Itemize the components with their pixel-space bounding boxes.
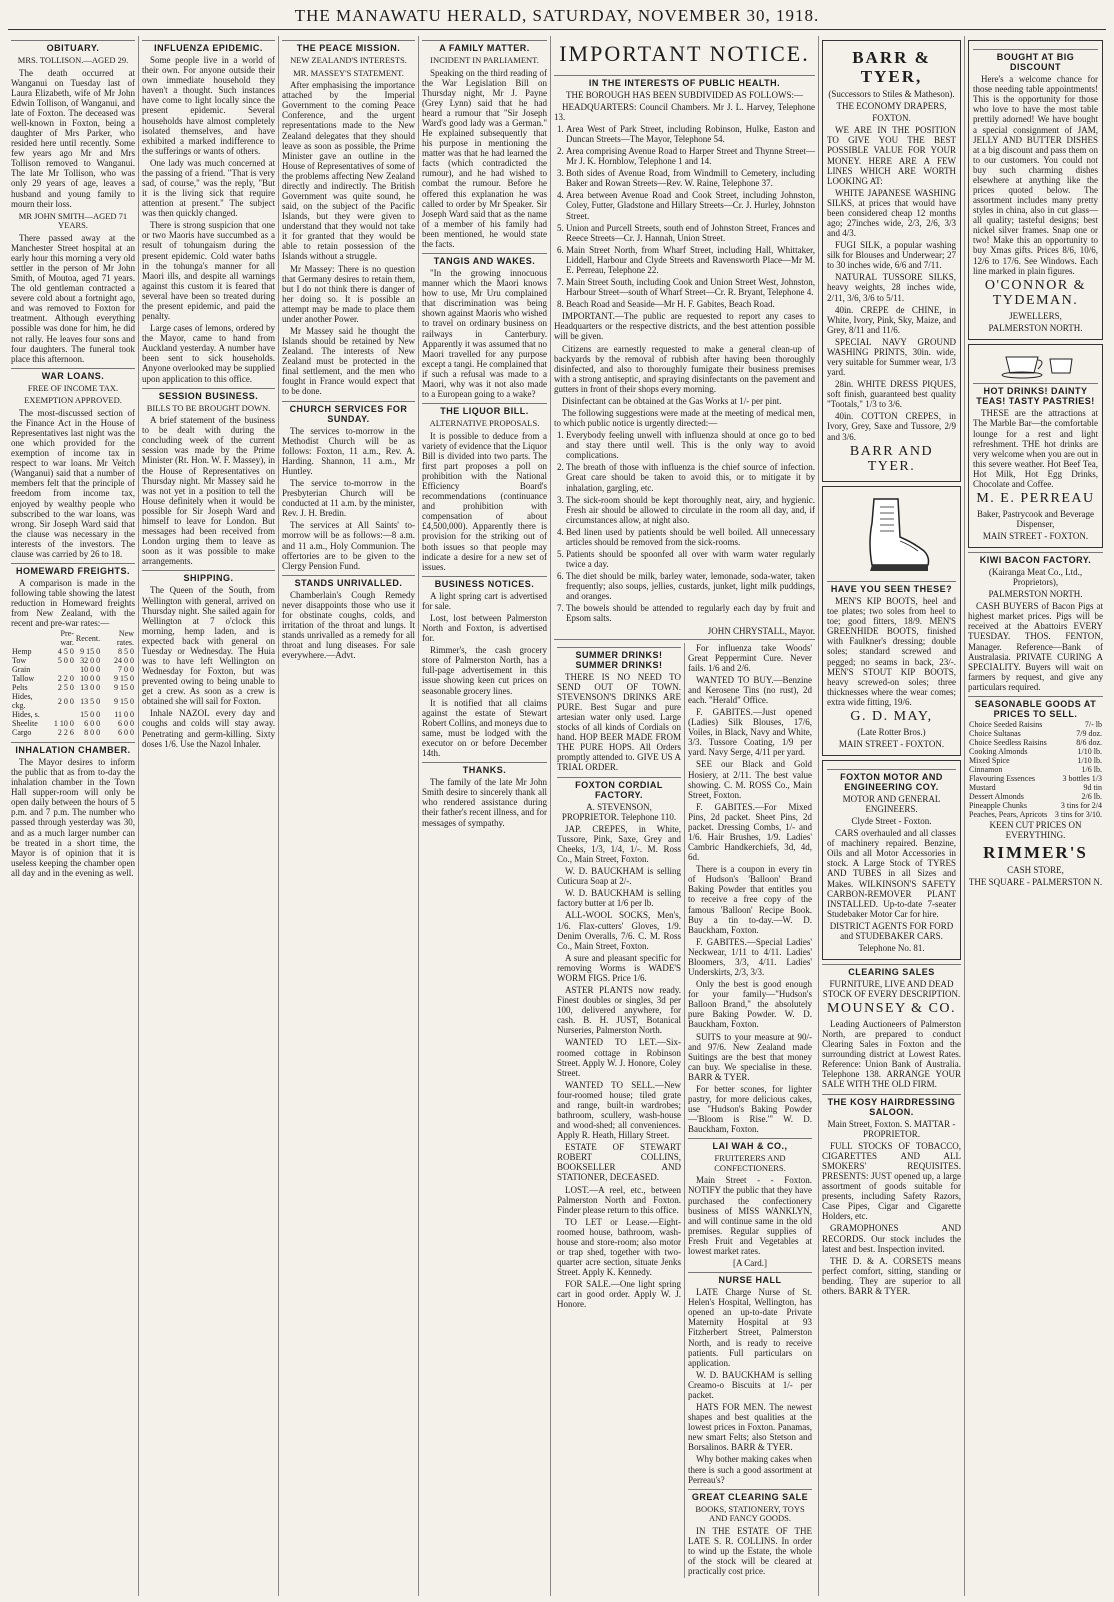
teas-heading: HOT DRINKS! DAINTY TEAS! TASTY PASTRIES! bbox=[973, 383, 1098, 406]
kiwi-address: PALMERSTON NORTH. bbox=[988, 589, 1083, 600]
liquor-article: It is possible to deduce from a variety of evidence that the Liquor Bill is divided into two parts. The first part proposes a poll on prohibition with the National Efficiency Board's recommendations (continuance and prohibition with compensation of about £4,500,000). Apparently there is provision for the striking out of both issues so that people may indicate a desire for a new set of issues. bbox=[422, 430, 547, 572]
influenza-paragraph: Some people live in a world of their own. For anyone outside their own immediate household they haven't a thought. Such instances have come to light locally since the present epidemic. Several households have almost completely isolated themselves, and have exhibited a marked indifference to the sufferings or wants of others. bbox=[142, 55, 275, 156]
freights-header-row bbox=[11, 630, 135, 648]
tangis-heading: TANGIS AND WAKES. bbox=[422, 253, 547, 266]
teas-ad bbox=[968, 344, 1103, 548]
classified-ad: SEE our Black and Gold Hosiery, at 2/11. The best value showing. C. M. ROSS Co., Main Street, Foxton. bbox=[688, 759, 812, 800]
thanks-heading: THANKS. bbox=[422, 762, 547, 775]
list-item: 7. The bowels should be attended to regularly each day by fruit and Epsom salts. bbox=[566, 603, 815, 623]
table-cell: Flavouring Essences bbox=[969, 773, 1035, 783]
table-cell: Mustard bbox=[969, 782, 996, 792]
barr-tyer-footer: BARR AND TYER. bbox=[849, 443, 934, 475]
classified-ad: WANTED TO SELL.—New four-roomed house; tiled grate and range, built-in wardrobes; bathroom, scullery, wash-house and wood-shed; all conveniences. Apply R. Heath, Hillary Street. bbox=[557, 1079, 681, 1141]
nazol-ad: Inhale NAZOL every day and coughs and colds will stay away. Penetrating and germ-killing. Sixty doses 1/6. Use the Nazol Inhaler. bbox=[142, 708, 275, 749]
business-paragraph: It is notified that all claims against the estate of Stewart Robert Collins, and moneys due to same, must be lodged with the executor on or before December 14th. bbox=[422, 697, 547, 759]
shoes-text: MEN'S KIP BOOTS, heel and toe plates; two soles from heel to toe; good fitters, 18/9. MEN'S GREENHIDE BOOTS, finished with Faulkner's dressing; double soles; standard screwed and pegged; no seams in back, 23/-. MEN'S STOUT KIP BOOTS, heavy screwed-on soles; three thicknesses where the wear comes; extra wide fitting, 19/6. bbox=[827, 596, 956, 707]
peace-subheading-2: MR. MASSEY'S STATEMENT. bbox=[293, 67, 404, 78]
classified-ad: For better scones, for lighter pastry, for more delicious cakes, use "Hudson's Baking Powder—'Bloom is Rise.'" W. D. Bauckham, Foxton. bbox=[688, 1083, 812, 1135]
list-item: 3. The sick-room should be kept thoroughly neat, airy, and hygienic. Fresh air should be allowed to circulate in the room all day, and, if circumstances allow, at night also. bbox=[566, 495, 815, 525]
barr-tyer-ad bbox=[822, 40, 961, 482]
motor-heading: FOXTON MOTOR AND ENGINEERING COY. bbox=[827, 769, 956, 792]
divider bbox=[554, 639, 815, 640]
classified-ad: FOR SALE.—One light spring cart in good order. Apply W. J. Honore. bbox=[557, 1279, 681, 1310]
column-5 bbox=[550, 36, 818, 1596]
influenza-paragraph: One lady was much concerned at the passing of a friend. "That is very sad, of course," was the reply, "But it is the living sick that require attention at present." The subject was then quickly changed. bbox=[142, 157, 275, 219]
table-cell: Hides, ckg. bbox=[12, 692, 33, 711]
column-1 bbox=[8, 36, 138, 1596]
classified-ad: F. GABITES.—Just opened (Ladies) Silk Blouses, 17/6, Voiles, in Black, Navy and White, 3/3. Tussore Coating, 1/9 per yard. Navy Serge, 4/11 per yard. bbox=[688, 707, 812, 758]
influenza-heading: INFLUENZA EPIDEMIC. bbox=[142, 40, 275, 53]
barr-tyer-name: BARR & TYER, bbox=[852, 48, 931, 87]
classified-ad: ESTATE OF STEWART ROBERT COLLINS, BOOKSELLER AND STATIONER, DECEASED. bbox=[557, 1142, 681, 1183]
chamber-article: The Mayor desires to inform the public that as from to-day the inhalation chamber in the Town Hall supper-room will only be open daily between the hours of 5 p.m. and 7 p.m. The number who passed through yesterday was 30, and as a much larger number can be treated in a short time, the Mayor is of opinion that it is useless keeping the chamber open all day and in the evening as well. bbox=[11, 757, 135, 878]
table-cell: 1/10 lb. bbox=[1077, 746, 1102, 756]
classified-ad: W. D. BAUCKHAM is selling factory butter at 1/6 per lb. bbox=[557, 888, 681, 909]
list-item: WHITE JAPANESE WASHING SILKS, at prices that would have been considered cheap 12 months ago; 27inches wide, 2/3, 2/6, 3/3 and 4/3. bbox=[827, 187, 956, 239]
barr-tyer-tagline: THE ECONOMY DRAPERS, bbox=[836, 101, 947, 112]
list-item: 6. Main Street North, from Wharf Street, including Hall, Whittaker, Liddell, Harbour and Clyde Streets and Ravensworth Place—Mr M. E. Perreau, Telephone 22. bbox=[566, 245, 815, 275]
table-cell: Mixed Spice bbox=[969, 755, 1010, 765]
nurse-ad: LATE Charge Nurse of St. Helen's Hospital, Wellington, has opened an up-to-date Private Maternity Hospital at 93 Fitzherbert Street, Palmerston North, and is ready to receive patients. Full particulars on application. bbox=[688, 1287, 812, 1368]
classified-ad: HATS FOR MEN. The newest shapes and best qualities at the lowest prices in Foxton. Panamas, new smart Felts; also Stetson and Borsalinos. BARR & TYER. bbox=[688, 1402, 812, 1453]
table-cell: Grain bbox=[12, 665, 31, 675]
classified-ad: F. GABITES.—Special Ladies' Neckwear, 1/11 to 4/11. Ladies' Bloomers, 3/3, 4/11. Ladies' Underskirts, 2/3, 3/3. bbox=[688, 936, 812, 978]
kiwi-text: CASH BUYERS of Bacon Pigs at highest market prices. Pigs will be received at the Abattoirs EVERY TUESDAY. THOS. FENTON, Manager. Reference—Bank of Australasia. PRIVATE CURING A SPECIALITY. Buyers will wait on farmers by request, and give any particulars required. bbox=[968, 601, 1103, 692]
table-cell: 1 10 0 bbox=[53, 719, 74, 729]
peace-paragraph: Mr Massey: There is no question that Germany desires to retain them, but I do not think there is danger of her doing so. It is possible an attempt may be made to place them under another Power. bbox=[282, 263, 415, 324]
kosy-address: Main Street, Foxton. S. MATTAR - PROPRIETOR. bbox=[827, 1118, 956, 1139]
discount-heading: BOUGHT AT BIG DISCOUNT bbox=[973, 49, 1098, 72]
classified-ad: SUITS to your measure at 90/- and 97/6. New Zealand made Suitings are the best that money can buy. We specialise in these. BARR & TYER. bbox=[688, 1031, 812, 1082]
freights-intro: A comparison is made in the following table showing the latest reduction in Homeward freights from New Zealand, with the recent and pre-war rates:— bbox=[11, 578, 135, 629]
smith-heading: MR JOHN SMITH—AGED 71 YEARS. bbox=[18, 210, 128, 231]
table-cell: 10 0 0 bbox=[80, 674, 101, 684]
disinfectant-paragraph: Disinfectant can be obtained at the Gas Works at 1/- per pint. bbox=[562, 395, 782, 406]
suggestions-list bbox=[554, 430, 815, 623]
peace-heading: THE PEACE MISSION. bbox=[282, 40, 415, 53]
important-notice-title: IMPORTANT NOTICE. bbox=[559, 41, 810, 66]
table-cell: 1/6 lb. bbox=[1081, 764, 1102, 774]
business-paragraph: Rimmer's, the cash grocery store of Palmerston North, has a full-page advertisement in this issue showing keen cut prices on seasonable grocery lines. bbox=[422, 645, 547, 696]
table-cell: 13 0 0 bbox=[80, 683, 101, 693]
may-boots-ad bbox=[822, 486, 961, 756]
table-cell: Pineapple Chunks bbox=[969, 800, 1027, 810]
table-cell: 5 0 0 bbox=[57, 656, 74, 666]
nurse-card-label: [A Card.] bbox=[733, 1258, 767, 1269]
clearing-sale-heading: GREAT CLEARING SALE bbox=[688, 1489, 812, 1502]
summer-drinks-heading: SUMMER DRINKS! SUMMER DRINKS! bbox=[557, 647, 681, 670]
motor-address: Clyde Street - Foxton. bbox=[851, 816, 932, 827]
table-cell: Cargo bbox=[12, 727, 32, 737]
freights-header-cell: New rates. bbox=[116, 629, 134, 648]
rimmer-address: THE SQUARE - PALMERSTON N. bbox=[968, 876, 1103, 887]
list-item: 1. Area West of Park Street, including Robinson, Hulke, Easton and Duncan Streets—The Mayor, Telephone 54. bbox=[566, 124, 815, 144]
session-article: A brief statement of the business to be dealt with during the concluding week of the current session was made by the Prime Minister (Rt. Hon. W. F. Massey), in the House of Representatives on Thursday night. Mr Massey said he was not yet in a position to tell the House definitely when it would be possible for Sir Joseph Ward and himself to leave for London. But messages had been received from London urging them to leave as soon as it was possible to make arrangements. bbox=[142, 415, 275, 567]
classified-ad: WANTED TO LET.—Six-roomed cottage in Robinson Street. Apply W. J. Honore, Coley Street. bbox=[557, 1037, 681, 1078]
church-paragraph: The services to-morrow in the Methodist Church will be as follows: Foxton, 11 a.m., Rev. A. Harding. Shannon, 11 a.m., Mr Huntley. bbox=[282, 425, 415, 476]
classified-ad: F. GABITES.—For Mixed Pins, 2d packet. Sheet Pins, 2d packet. Dressing Combs, 1/- and 1/6. Hair Brushes, 1/9. Ladies' Cambric Handkerchiefs, 3d, 4d, 6d. bbox=[688, 801, 812, 863]
freights-header-cell bbox=[11, 630, 48, 648]
cordial-heading: FOXTON CORDIAL FACTORY. bbox=[557, 777, 681, 800]
motor-telephone: Telephone No. 81. bbox=[858, 943, 925, 953]
public-health-heading: IN THE INTERESTS OF PUBLIC HEALTH. bbox=[554, 75, 815, 88]
list-item: 5. Patients should be spoonfed all over with warm water regularly twice a day. bbox=[566, 549, 815, 569]
table-cell: 3 tins for 3/10. bbox=[1054, 809, 1102, 819]
classified-ad: ASTER PLANTS now ready. Finest doubles or singles, 3d per 100, delivered anywhere, for cash. B. H. JUST, Botanical Nurseries, Palmerston North. bbox=[557, 985, 681, 1036]
freights-header-cell: Pre-war. bbox=[60, 629, 74, 648]
oconnor-address: PALMERSTON NORTH. bbox=[988, 323, 1083, 334]
business-paragraph: A light spring cart is advertised for sale. bbox=[422, 590, 547, 611]
table-cell: 7/9 doz. bbox=[1076, 729, 1102, 739]
oconnor-subtitle: JEWELLERS, bbox=[1009, 311, 1062, 322]
motor-ad bbox=[822, 760, 961, 960]
table-cell: 2/6 lb. bbox=[1081, 791, 1102, 801]
classified-ad: JAP. CREPES, in White, Tussore, Pink, Saxe, Grey and Cheeks, 1/3, 1/4, 1/-. M. Ross Co., Main Street, Foxton. bbox=[557, 823, 681, 865]
table-cell: Dessert Almonds bbox=[969, 791, 1024, 801]
war-loans-article: The most-discussed section of the Finance Act in the House of Representatives last night was the one which provided for the exemption of income tax in respect to war loans. Mr Veitch (Wanganui) said that a number of members felt that the principle of freedom from income tax, enjoyed by wealthy people who subscribed to the war loans, was wrong. Sir Joseph Ward said that the clause was necessary in the interests of the investors. The clause was carried by 26 to 18. bbox=[11, 407, 135, 559]
classified-ad: TO LET or Lease.—Eight-roomed house, bathroom, wash-house and store-room; also motor or trap shed, together with two-quarter acre section, situate Jenks Street. Apply K. Kennedy. bbox=[557, 1216, 681, 1278]
small-ads-right bbox=[684, 643, 815, 1579]
list-item: SPECIAL NAVY GROUND WASHING PRINTS, 30in. wide, very suitable for Summer wear, 1/3 yard. bbox=[827, 336, 956, 378]
table-row bbox=[11, 693, 135, 711]
table-cell: 9 15 0 bbox=[80, 647, 101, 657]
freights-table bbox=[11, 630, 135, 737]
table-cell: 2 5 0 bbox=[57, 683, 74, 693]
family-heading: A FAMILY MATTER. bbox=[422, 40, 547, 53]
headquarters-line: HEADQUARTERS: Council Chambers. Mr J. L. Harvey, Telephone 13. bbox=[554, 101, 815, 122]
shipping-article: The Queen of the South, from Wellington with general, arrived on Thursday night. She sailed again for Wellington at 7 o'clock this morning, hemp laden, and is expected back with general on Tuesday or Wednesday. The Huia was to have left Wellington on Wednesday for Foxton, but was prevented owing to being unable to get a crew. As soon as a crew is obtained she will sail for Foxton. bbox=[142, 585, 275, 707]
teas-text: THESE are the attractions at The Marble Bar—the comfortable lounge for a rest and light refreshment. THE hot drinks are very welcome when you are out in this severe weather. Hot Beef Tea, Hot Milk, Hot Egg Drinks, Chocolate and Coffee. bbox=[973, 408, 1098, 489]
list-item: 4. Area between Avenue Road and Cook Street, including Johnston, Coley, Futter, Gladstone and Hillary Streets—Cr. J. Hurley, Johnston Street. bbox=[566, 190, 815, 220]
table-cell: 2 0 0 bbox=[57, 696, 74, 706]
business-heading: BUSINESS NOTICES. bbox=[422, 576, 547, 589]
corsets-ad: THE D. & A. CORSETS means perfect comfort, sitting, standing or bending. They are superior to all others. BARR & TYER. bbox=[822, 1255, 961, 1296]
table-cell: Hemp bbox=[12, 647, 32, 657]
peace-paragraph: After emphasising the importance attached by the Imperial Government to the coming Peace Conference, and the urgent representations made to the New Zealand delegates that they should leave as soon as possible, the Prime Minister gave an outline in the House of Representatives of some of the problems affecting New Zealand directly and indirectly. The British Government was quite sound, he said, on the subject of the Pacific Islands, but they were given to understand that they would not take it for granted that they would be able to retain possession of the Islands without a struggle. bbox=[282, 80, 415, 262]
small-ads-area bbox=[554, 643, 815, 1579]
table-cell: 9 15 0 bbox=[114, 674, 134, 684]
freights-heading: HOMEWARD FREIGHTS. bbox=[11, 563, 135, 576]
table-cell: Choice Sultanas bbox=[969, 729, 1021, 739]
list-item: 5. Union and Purcell Streets, south end of Johnston Street, Frances and Reece Streets—Cr. J. Hannah, Union Street. bbox=[566, 223, 815, 243]
columns bbox=[8, 36, 1106, 1596]
citizens-paragraph: Citizens are earnestly requested to make a general clean-up of backyards by the removal of rubbish after having been thoroughly disinfected, and also to thoroughly fumigate their business premises with a strong antiseptic, and spraying disinfectants on the pavement and gutters in front of their shops every morning. bbox=[554, 343, 815, 394]
table-cell: 11 0 0 bbox=[114, 710, 134, 720]
table-cell: 2 2 6 bbox=[57, 727, 74, 737]
list-item: NATURAL TUSSORE SILKS, heavy weights, 28 inches wide, 2/11, 3/6, 3/6 to 5/11. bbox=[827, 272, 956, 303]
list-item: 3. Both sides of Avenue Road, from Windmill to Cemetery, including Baker and Rowan Streets—Rev. W. Raine, Telephone 37. bbox=[566, 168, 815, 188]
tollison-heading: MRS. TOLLISON.—AGED 29. bbox=[17, 55, 129, 66]
discount-ad bbox=[968, 40, 1103, 340]
stands-heading: STANDS UNRIVALLED. bbox=[282, 575, 415, 588]
table-cell: Peaches, Pears, Apricots bbox=[969, 809, 1048, 819]
table-cell: 10 0 0 bbox=[80, 665, 101, 675]
influenza-paragraph: Large cases of lemons, ordered by the Mayor, came to hand from Auckland yesterday. A number have been sent to sick households. Anyone overlooked may be supplied upon application to this office. bbox=[142, 323, 275, 384]
classified-ad: A sure and pleasant specific for removing Worms is WADE'S WORM FIGS. Price 1/6. bbox=[557, 952, 681, 983]
mounsey-clearing-heading: CLEARING SALES bbox=[822, 964, 961, 977]
table-cell: 13 5 0 bbox=[80, 696, 101, 706]
table-cell: 15 0 0 bbox=[80, 710, 101, 720]
influenza-paragraph: There is strong suspicion that one or two Maoris have succumbed as a result of tohungaism during the present epidemic. Cold water baths in the tohunga's manner for all Maori ills, and despite all warnings against this custom it is feared that several have been so treated during the present epidemic, and paid the penalty. bbox=[142, 220, 275, 322]
classified-ad: Only the best is good enough for your family—"Hudson's Balloon Brand," the absolutely pure Baking Powder. W. D. Bauckham, Foxton. bbox=[688, 979, 812, 1030]
table-row bbox=[11, 729, 135, 738]
oconnor-name: O'CONNOR & TYDEMAN. bbox=[984, 277, 1087, 309]
table-cell: 6 0 0 bbox=[118, 719, 134, 729]
table-cell: Tallow bbox=[12, 674, 35, 684]
perreau-subtitle: Baker, Pastrycook and Beverage Dispenser, bbox=[976, 508, 1095, 529]
table-cell: 3 tins for 2/4 bbox=[1060, 800, 1102, 810]
list-item: 40in. COTTON CREPES, in Ivory, Grey, Saxe and Tussore, 2/9 and 3/6. bbox=[827, 411, 956, 442]
list-item: 2. The breath of those with influenza is the chief source of infection. Great care should be taken to avoid this, or to mitigate it by inhalation, gargling, etc. bbox=[566, 462, 815, 492]
nurse-heading: NURSE HALL bbox=[688, 1272, 812, 1285]
perreau-name: M. E. PERREAU bbox=[976, 491, 1095, 506]
church-paragraph: The service to-morrow in the Presbyterian Church will be conducted at 11 a.m. by the minister, Rev. J. H. Bredin. bbox=[282, 478, 415, 519]
peace-subheading: NEW ZEALAND'S INTERESTS. bbox=[290, 55, 407, 66]
thanks-paragraph: The family of the late Mr John Smith desire to sincerely thank all who rendered assistance during their father's recent illness, and for messages of sympathy. bbox=[422, 777, 547, 828]
session-subheading: BILLS TO BE BROUGHT DOWN. bbox=[146, 402, 271, 413]
war-loans-heading: WAR LOANS. bbox=[11, 368, 135, 381]
table-cell: 9 15 0 bbox=[114, 683, 134, 693]
lai-wah-ad: Main Street - - Foxton. NOTIFY the public that they have purchased the confectionery business of MISS WANKLYN, and will continue same in the old premises. Regular supplies of Fresh Fruit and Vegetables at lowest market rates. bbox=[688, 1175, 812, 1256]
boot-illustration bbox=[852, 493, 932, 577]
barr-tyer-town: FOXTON. bbox=[872, 113, 911, 124]
column-6 bbox=[818, 36, 964, 1596]
seasonable-table bbox=[968, 721, 1103, 819]
list-item: 7. Main Street South, including Cook and Union Street West, Johnston, Harbour Street—south of Wharf Street—Cr. R. Bryant, Telephone 4. bbox=[566, 277, 815, 297]
summer-drinks-ad: THERE IS NO NEED TO SEND OUT OF TOWN. STEVENSON'S DRINKS ARE PURE. Best Sugar and pure artesian water only used. Large stocks of all kinds of Cordials on hand. HOP BEER MADE FROM THE PURE HOPS. All Orders promptly attended to. GIVE US A TRIAL ORDER. bbox=[557, 671, 681, 773]
column-7 bbox=[964, 36, 1106, 1596]
may-address: MAIN STREET - FOXTON. bbox=[838, 738, 945, 749]
important-paragraph: IMPORTANT.—The public are requested to report any cases to Headquarters or the respective districts, and the best attention possible will be given. bbox=[554, 311, 815, 342]
tangis-article: "In the growing innocuous manner which the Maori knows how to use, Mr Uru complained that discrimination was being shown against Maoris who wished to travel on ordinary business on railways in Canterbury. Apparently it was assumed that no Maori travelled for any purpose except a tangi. He complained that if such a refusal was made to a Maori, why was it not also made to a European going to a wake? bbox=[422, 268, 547, 400]
list-item: 4. Bed linen used by patients should be well boiled. All unnecessary articles should be removed from the sick-rooms. bbox=[566, 527, 815, 547]
lai-wah-heading: LAI WAH & CO., bbox=[688, 1138, 812, 1151]
classified-ad: There is a coupon in every tin of Hudson's 'Balloon' Brand Baking Powder that entitles you to receive a free copy of the famous 'Balloon' Recipe Book. Buy a tin to-day.—W. D. Bauckham, Foxton. bbox=[688, 864, 812, 935]
mounsey-name: MOUNSEY & CO. bbox=[826, 1001, 957, 1017]
mayor-signature: JOHN CHRYSTALL, Mayor. bbox=[707, 625, 815, 636]
classified-ad: Why bother making cakes when there is such a good assortment at Perreau's? bbox=[688, 1454, 812, 1485]
liquor-heading: THE LIQUOR BILL. bbox=[422, 403, 547, 416]
classified-ad: For influenza take Woods' Great Peppermint Cure. Never fails. 1/6 and 2/6. bbox=[688, 642, 812, 673]
war-loans-subheading: FREE OF INCOME TAX. bbox=[27, 382, 119, 393]
table-cell: 6 0 0 bbox=[84, 719, 101, 729]
small-ads-left bbox=[554, 643, 684, 1579]
war-loans-subheading-2: EXEMPTION APPROVED. bbox=[24, 395, 122, 406]
table-cell: 8 5 0 bbox=[118, 647, 134, 657]
table-cell: 32 0 0 bbox=[80, 656, 101, 666]
classified-ad: ALL-WOOL SOCKS, Men's, 1/6. Flax-cutters' Gloves, 1/9. Denim Overalls, 7/6. C. M. Ross Co., Main Street, Foxton. bbox=[557, 910, 681, 951]
table-cell: Hides, s. bbox=[12, 710, 40, 720]
classified-ad: W. D. BAUCKHAM is selling Creamo-o Biscuits at 1/- per packet. bbox=[688, 1369, 812, 1400]
list-item: 6. The diet should be milk, barley water, lemonade, soda-water, taken frequently; also soups, jellies, custards, junket, light milk puddings, and oranges. bbox=[566, 571, 815, 601]
mounsey-text: Leading Auctioneers of Palmerston North, are prepared to conduct Clearing Sales in Foxton and the surrounding district at Lowest Rates. Reference: Union Bank of Australia. Telephone 138. ARRANGE YOUR SALE WITH THE OLD FIRM. bbox=[822, 1018, 961, 1090]
kiwi-heading: KIWI BACON FACTORY. bbox=[968, 552, 1103, 565]
table-cell: 6 0 0 bbox=[118, 727, 134, 737]
list-item: FUGI SILK, a popular washing silk for Blouses and Underwear; 27 to 30 inches wide, 6/6 and 7/11. bbox=[827, 240, 956, 271]
column-2 bbox=[138, 36, 278, 1596]
shipping-heading: SHIPPING. bbox=[142, 570, 275, 583]
family-article: Speaking on the third reading of the War Legislation Bill on Thursday night, Mr J. Payne (Grey Lynn) said that he had heard a rumour that "Sir Joseph Ward's good lady was a German." He explained subsequently that his purpose in mentioning the matter was that he had learned the facts (which contradicted the rumour), and he had wished to combat the rumour. Before he offered this explanation he was called to order by Mr Speaker. Sir Joseph Ward said that as the name of a member of his family had been mentioned, he would state the facts. bbox=[422, 67, 547, 249]
column-3 bbox=[278, 36, 418, 1596]
lai-wah-subheading: FRUITERERS AND CONFECTIONERS. bbox=[714, 1153, 786, 1173]
church-paragraph: The services at All Saints' to-morrow will be as follows:—8 a.m. and 11 a.m., Holy Communion. The offertories are to be given to the Clergy Pension Fund. bbox=[282, 520, 415, 571]
list-item: 8. Beach Road and Seaside—Mr H. F. Gabites, Beach Road. bbox=[566, 299, 815, 309]
table-cell: Choice Seedless Raisins bbox=[969, 737, 1047, 747]
discount-text: Here's a welcome chance for those needing table appointments! This is the opportunity for those who love to have the most table prettily adorned! We have bought a special consignment of JAM, JELLY AND BUTTER DISHES at a big discount and pass them on to our customers. You could not buy such charming dishes elsewhere at anything like the prices quoted below. The assortment includes many pretty styles in china, also in cut glass—all quality; tasteful designs; best nickel silver frames. Snap one or two! Make this an opportunity to buy Xmas gifts. Prices 8/6, 10/6, 12/6 to 17/6. See Windows. Each line marked in plain figures. bbox=[973, 74, 1098, 276]
table-cell: 9 15 0 bbox=[114, 696, 134, 706]
gramophones-ad: GRAMOPHONES AND RECORDS. Our stock includes the latest and best. Inspection invited. bbox=[822, 1223, 961, 1254]
rimmer-subtitle: CASH STORE, bbox=[1007, 864, 1064, 875]
table-row bbox=[968, 811, 1103, 820]
business-paragraph: Lost, lost between Palmerston North and Foxton, is advertised for. bbox=[422, 613, 547, 644]
obituary-heading: OBITUARY. bbox=[11, 40, 135, 53]
list-item: 1. Everybody feeling unwell with influenza should at once go to bed and stay there until well. This is the only way to avoid complications. bbox=[566, 430, 815, 460]
table-cell: Cinnamon bbox=[969, 764, 1003, 774]
classified-ad: WANTED TO BUY.—Benzine and Kerosene Tins (no rust), 2d each. "Herald" Office. bbox=[688, 674, 812, 705]
table-cell: 7 0 0 bbox=[118, 665, 134, 675]
session-heading: SESSION BUSINESS. bbox=[142, 388, 275, 401]
cordial-proprietor: A. STEVENSON, PROPRIETOR. Telephone 110. bbox=[561, 801, 677, 822]
table-cell: 8/6 doz. bbox=[1076, 737, 1102, 747]
may-subtitle: (Late Rotter Bros.) bbox=[857, 726, 926, 737]
table-cell: Pelts bbox=[12, 683, 28, 693]
motor-subheading: MOTOR AND GENERAL ENGINEERS. bbox=[842, 793, 941, 814]
freights-header-cell: Recent. bbox=[75, 633, 101, 643]
table-cell: 1/10 lb. bbox=[1077, 755, 1102, 765]
classified-ad: W. D. BAUCKHAM is selling Cuticura Soap at 2/-. bbox=[557, 866, 681, 887]
suggestions-intro: The following suggestions were made at the meeting of medical men, to which public notice is urgently directed:— bbox=[554, 407, 815, 429]
table-cell: 24 0 0 bbox=[114, 656, 134, 666]
table-cell: Cooking Almonds bbox=[969, 746, 1028, 756]
kosy-text: FULL STOCKS OF TOBACCO, CIGARETTES AND ALL SMOKERS' REQUISITES. PRESENTS: JUST opened up, a large assortment of goods suitable for presents, including Safety Razors, Case Pipes, Cigar and Cigarette Holders, etc. bbox=[822, 1140, 961, 1222]
table-cell: 3 bottles 1/3 bbox=[1062, 773, 1102, 783]
column-4 bbox=[418, 36, 550, 1596]
kiwi-subheading: (Kairanga Meat Co., Ltd., Proprietors), bbox=[988, 566, 1083, 588]
table-cell: 4 5 0 bbox=[57, 647, 74, 657]
list-item: 40in. CREPE de CHINE, in White, Ivory, Pink, Sky, Maize, and Grey, 8/11 and 11/6. bbox=[827, 304, 956, 335]
barr-tyer-successors: (Successors to Stiles & Matheson). bbox=[828, 89, 955, 100]
teacup-illustration bbox=[976, 349, 1096, 379]
table-cell: 7/- lb bbox=[1084, 720, 1102, 730]
table-cell: Choice Seeded Raisins bbox=[969, 720, 1043, 730]
tollison-article: The death occurred at Wanganui on Tuesday last of Laura Elizabeth, wife of Mr John Edwin Tollison, of Wanganui, and late of Foxton. The deceased was well-known in Foxton, being a daughter of Mrs Parker, who resided here until recently. Some few years ago Mr and Mrs Tollison removed to Wanganui. The late Mr Tollison, who was only 29 years of age, leaves a husband and young family to mourn their loss. bbox=[11, 67, 135, 209]
kosy-heading: THE KOSY HAIRDRESSING SALOON. bbox=[822, 1094, 961, 1117]
seasonable-heading: SEASONABLE GOODS AT PRICES TO SELL. bbox=[968, 696, 1103, 719]
perreau-address: MAIN STREET - FOXTON. bbox=[982, 530, 1089, 541]
motor-text: CARS overhauled and all classes of machinery repaired. Benzine, Oils and all Motor Accessories in stock. A Large Stock of TYRES AND TUBES in all Sizes and Makes. WILKINSON'S SAFETY CARBON-REMOVER PLANT INSTALLED. Up-to-date 7-seater Studebaker Motor Car for hire. bbox=[827, 828, 956, 919]
keen-prices: KEEN CUT PRICES ON EVERYTHING. bbox=[989, 819, 1082, 840]
masthead: THE MANAWATU HERALD, SATURDAY, NOVEMBER 30, 1918. bbox=[8, 6, 1106, 30]
peace-paragraph: Mr Massey said he thought the Islands should be retained by New Zealand. The interests of New Zealand must be protected in the final settlement, and the men who fought in France would expect that to be done. bbox=[282, 325, 415, 397]
list-item: 28in. WHITE DRESS PIQUES, soft finish, guaranteed best quality "Tootals," 1/3 to 3/6. bbox=[827, 379, 956, 410]
liquor-subheading: ALTERNATIVE PROPOSALS. bbox=[429, 418, 540, 429]
mounsey-subheading: FURNITURE, LIVE AND DEAD STOCK OF EVERY DESCRIPTION. bbox=[822, 979, 961, 1000]
table-cell: 2 2 0 bbox=[57, 674, 74, 684]
borough-line: THE BOROUGH HAS BEEN SUBDIVIDED AS FOLLOWS:— bbox=[565, 89, 803, 100]
stands-ad: Chamberlain's Cough Remedy never disappoints those who use it for obstinate coughs, colds, and irritation of the throat and lungs. It stands unrivalled as a remedy for all throat and lung diseases. For sale everywhere.—Advt. bbox=[282, 589, 415, 661]
rimmer-name: RIMMER'S bbox=[983, 842, 1088, 862]
areas-list bbox=[554, 124, 815, 309]
table-cell: 8 0 0 bbox=[84, 727, 101, 737]
family-subheading: INCIDENT IN PARLIAMENT. bbox=[430, 55, 539, 66]
table-cell: Sheelite bbox=[12, 719, 38, 729]
table-cell: Tow bbox=[12, 656, 27, 666]
barr-tyer-intro: WE ARE IN THE POSITION TO GIVE YOU THE BEST POSSIBLE VALUE FOR YOUR MONEY. HERE ARE A FEW LINES WHICH ARE WORTH LOOKING AT: bbox=[827, 125, 956, 186]
classified-ad: LOST.—A reel, etc., between Palmerston North and Foxton. Finder please return to this office. bbox=[557, 1184, 681, 1215]
smith-article: There passed away at the Manchester Street hospital at an early hour this morning a very old settler in the person of Mr John Smith, of Moutoa, aged 71 years. The old gentleman contracted a severe cold about a fortnight ago, and was removed to Foxton for treatment. Although everything possible was done for him, he did not rally. He leaves four sons and four daughters. The funeral took place this afternoon. bbox=[11, 232, 135, 364]
list-item: 2. Area comprising Avenue Road to Harper Street and Thynne Street—Mr J. K. Hornblow, Telephone 1 and 14. bbox=[566, 146, 815, 166]
church-heading: CHURCH SERVICES FOR SUNDAY. bbox=[282, 401, 415, 424]
table-cell: 9d tin bbox=[1083, 782, 1102, 792]
motor-agents: DISTRICT AGENTS FOR FORD and STUDEBAKER CARS. bbox=[829, 920, 954, 941]
chamber-heading: INHALATION CHAMBER. bbox=[11, 742, 135, 755]
shoes-question: HAVE YOU SEEN THESE? bbox=[827, 581, 956, 594]
clearing-sale-subheading: BOOKS, STATIONERY, TOYS AND FANCY GOODS. bbox=[695, 1503, 805, 1524]
may-name: G. D. MAY, bbox=[850, 708, 933, 724]
clearing-sale-ad: IN THE ESTATE OF THE LATE S. R. COLLINS. In order to wind up the Estate, the whole of the stock will be cleared at practically cost price. bbox=[688, 1525, 812, 1577]
